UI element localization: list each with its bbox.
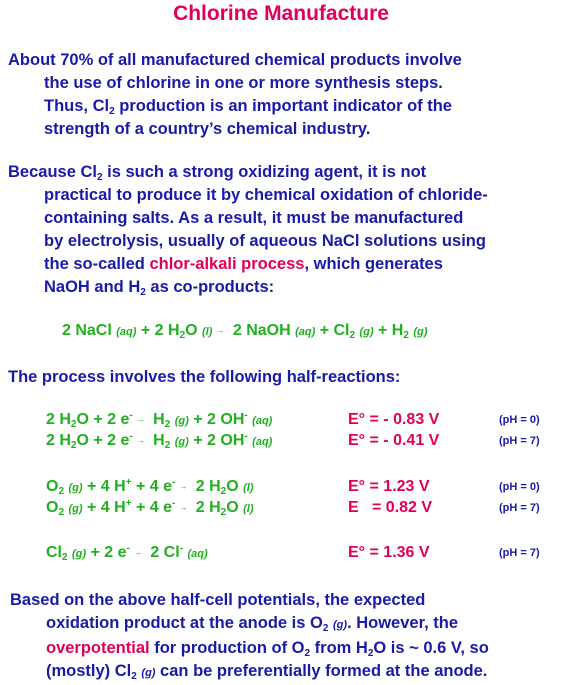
reaction-arrow: →	[216, 326, 225, 335]
ph-4: (pH = 7)	[499, 502, 540, 514]
overpotential-link: overpotential	[46, 639, 150, 657]
potential-1: E° = - 0.83 V	[348, 411, 440, 428]
potential-2: E° = - 0.41 V	[348, 432, 440, 449]
intro-paragraph	[8, 49, 556, 141]
page-title: Chlorine Manufacture	[173, 2, 389, 25]
ph-1: (pH = 0)	[499, 414, 540, 426]
para2-line2: practical to produce it by chemical oxidation of chloride-	[44, 186, 488, 204]
para3-line4: (mostly) $Cl_2$ (g) can be preferentially formed at the anode.	[46, 662, 488, 682]
ph-2: (pH = 7)	[499, 435, 540, 447]
potential-3: E° = 1.23 V	[348, 478, 430, 495]
ph-5: (pH = 7)	[499, 547, 540, 559]
para3-line1: Based on the above half-cell potentials, the expected	[10, 591, 426, 609]
potential-5: E° = 1.36 V	[348, 544, 430, 561]
para3-line2: oxidation product at the anode is $O_2$ (g). However, the	[46, 614, 459, 634]
para2-line5: the so-called chlor-alkali process, which generates	[44, 255, 443, 273]
para2-line3: containing salts. As a result, it must be manufactured	[44, 209, 464, 227]
para1-line4: strength of a country’s chemical industry.	[44, 120, 371, 138]
overall-reaction: 2 NaCl (aq) + 2 $H_2O$ (l) → 2 NaOH $(aq) + Cl_2$ $(g) + H_2$ (g)	[62, 322, 428, 341]
para2-line1: Because $Cl_2$ is such a strong oxidizing agent, it is not	[8, 163, 427, 183]
para3-line3: overpotential for production of $O_2$ from $H_2O$ is ~ 0.6 V, so	[46, 639, 489, 659]
para1-line3: Thus, $Cl_2$ production is an important indicator of the	[44, 97, 452, 117]
para2-line4: by electrolysis, usually of aqueous NaCl solutions using	[44, 232, 486, 250]
para2-line6: NaOH and $H_2$ as co-products:	[44, 278, 275, 298]
half-reaction-3: $O_2$ (g) + 4 H+ + 4 e- → 2 $H_2O$ (l)	[46, 477, 254, 497]
half-reaction-5: $Cl_2$ (g) + 2 e- → 2 Cl- (aq)	[46, 543, 208, 563]
half-reaction-1: 2 $H_2O + 2$ $e^- \to H_2$ (g) + 2 OH- (aq)	[46, 410, 273, 430]
ph-3: (pH = 0)	[499, 481, 540, 493]
para1-line1: About 70% of all manufactured chemical products involve	[8, 51, 462, 69]
half-reaction-4: $O_2$ (g) + 4 H+ + 4 e- → 2 $H_2O$ (l)	[46, 498, 254, 518]
half-reactions-intro: The process involves the following half-reactions:	[8, 368, 401, 386]
half-reaction-2: 2 $H_2O + 2$ $e^- \to H_2$ (g) + 2 OH- (aq)	[46, 431, 273, 451]
oxidizing-paragraph	[8, 161, 556, 299]
potential-4: E = 0.82 V	[348, 499, 433, 516]
chlor-alkali-link: chlor-alkali process	[149, 255, 305, 273]
conclusion-paragraph	[10, 589, 558, 685]
para1-line2: the use of chlorine in one or more synthesis steps.	[44, 74, 443, 92]
